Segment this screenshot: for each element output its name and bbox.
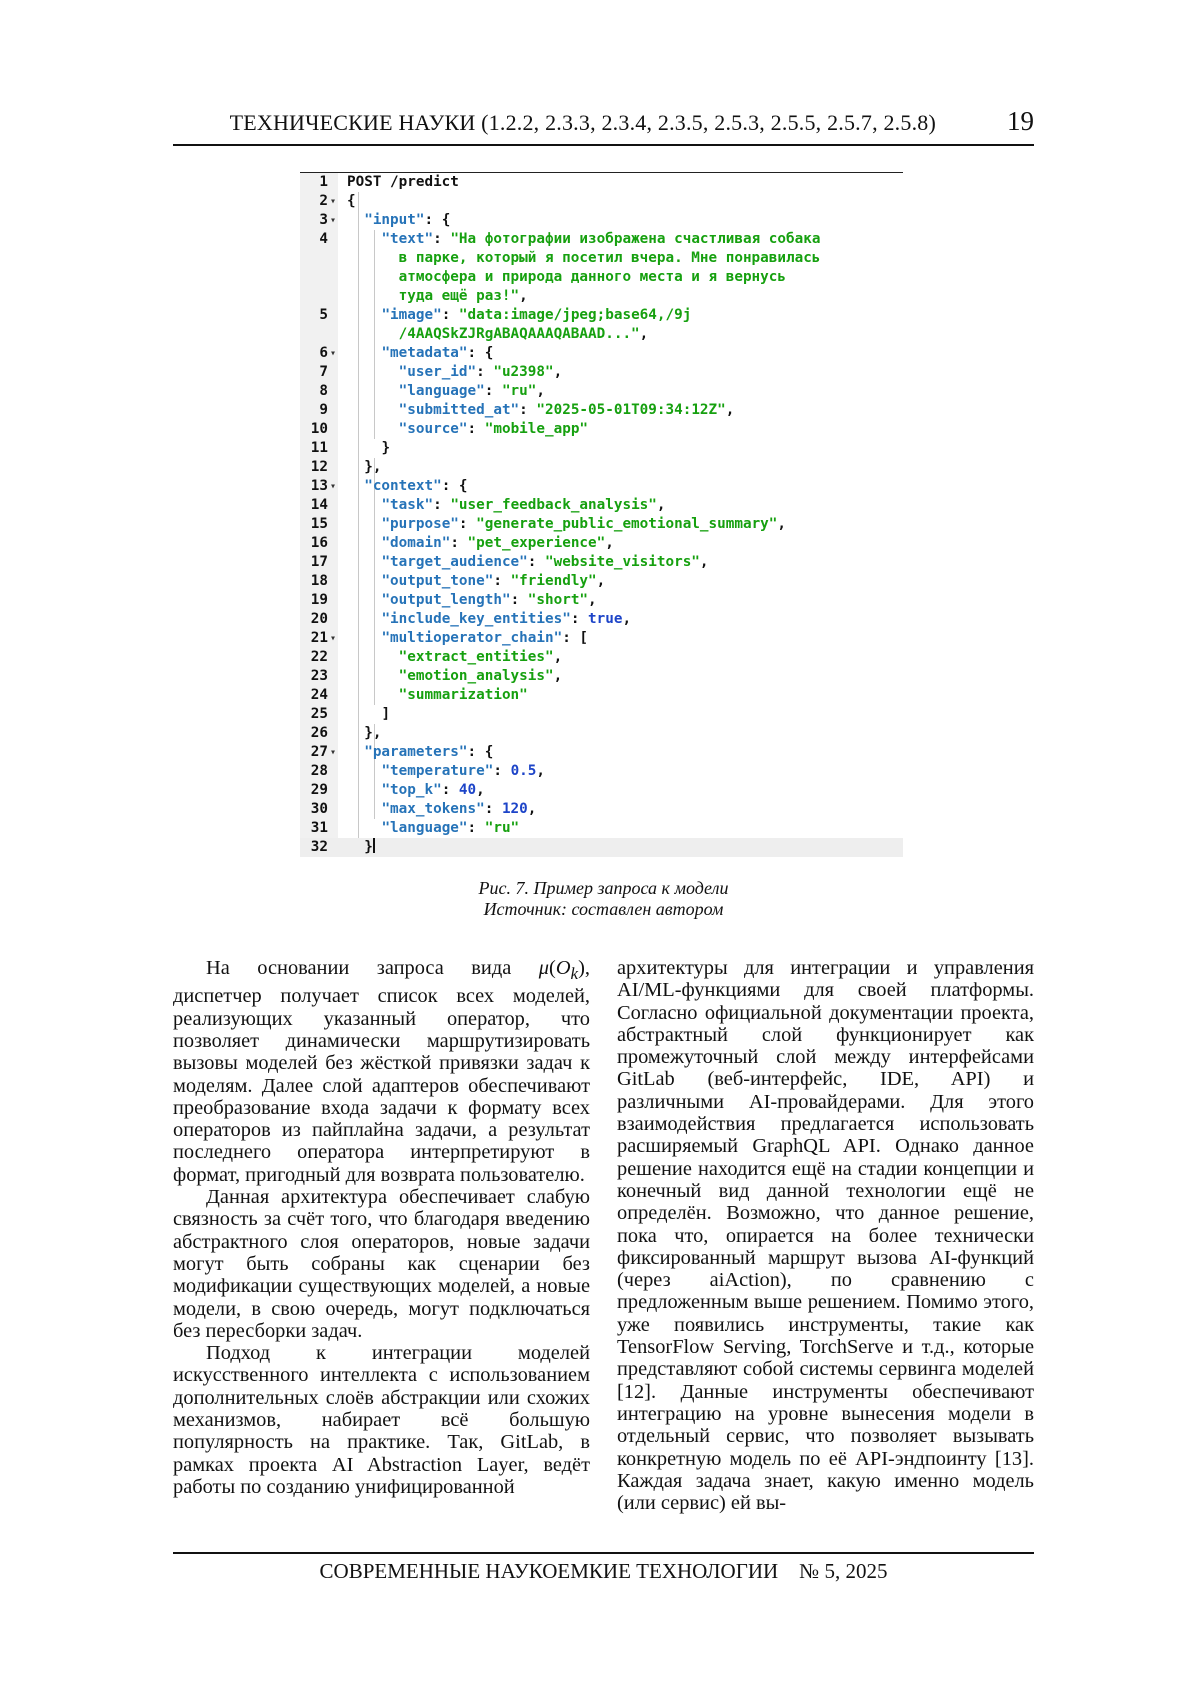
- line-number: 16: [310, 535, 328, 551]
- code-text: [347, 705, 390, 724]
- code-listing: [300, 172, 903, 855]
- code-text: [347, 838, 375, 857]
- code-text: [347, 477, 468, 496]
- line-number: 11: [310, 440, 328, 456]
- code-token: "pet_experience": [467, 535, 606, 551]
- code-token: : {: [424, 212, 451, 228]
- code-token: "generate_public_emotional_summary": [476, 516, 778, 532]
- code-token: туда ещё раз!": [347, 288, 520, 304]
- code-token: "На фотографии изображена счастливая собака: [450, 231, 821, 247]
- code-text: [347, 781, 485, 800]
- code-token: :: [458, 516, 477, 532]
- code-token: [347, 839, 364, 855]
- figure-caption: [173, 878, 1034, 920]
- code-text: [347, 401, 734, 420]
- line-number: 5: [319, 307, 328, 323]
- code-text: [347, 553, 709, 572]
- code-token: "submitted_at": [398, 402, 520, 418]
- code-token: "data:image/jpeg;base64,/9j: [458, 307, 692, 323]
- code-token: ,: [605, 535, 614, 551]
- code-token: "user_feedback_analysis": [450, 497, 657, 513]
- code-token: ,: [639, 326, 649, 342]
- code-token: "friendly": [510, 573, 597, 589]
- code-token: "target_audience": [381, 554, 528, 570]
- code-token: ,: [536, 383, 545, 399]
- line-number: 20: [310, 611, 328, 627]
- code-token: [347, 554, 381, 570]
- code-token: "short": [527, 592, 589, 608]
- code-token: "source": [398, 421, 468, 437]
- page-number: 19: [1007, 106, 1034, 136]
- page-footer: [173, 1552, 1034, 1590]
- code-line: [300, 648, 903, 667]
- code-token: "language": [398, 383, 485, 399]
- code-line: [300, 534, 903, 553]
- code-line: [300, 211, 903, 230]
- code-text: [347, 800, 536, 819]
- code-token: :: [484, 801, 502, 817]
- line-number: 28: [310, 763, 328, 779]
- code-line: [300, 268, 903, 287]
- code-token: ,: [588, 592, 597, 608]
- code-line: [300, 705, 903, 724]
- code-token: [347, 383, 399, 399]
- code-token: [347, 497, 381, 513]
- code-token: "output_length": [381, 592, 511, 608]
- line-number: 17: [310, 554, 328, 570]
- fold-toggle-icon[interactable]: ▾: [330, 747, 337, 758]
- code-token: [347, 649, 399, 665]
- journal-name: СОВРЕМЕННЫЕ НАУКОЕМКИЕ ТЕХНОЛОГИИ: [319, 1559, 779, 1583]
- formula-o: O: [555, 957, 571, 979]
- code-token: /4AAQSkZJRgABAQAAAQABAAD...": [347, 326, 640, 342]
- code-text: [347, 173, 459, 192]
- code-text: [347, 610, 631, 629]
- code-text: [347, 534, 614, 553]
- journal-issue: № 5, 2025: [799, 1559, 888, 1583]
- code-token: "emotion_analysis": [398, 668, 554, 684]
- code-token: [347, 440, 381, 456]
- code-line: [300, 686, 903, 705]
- code-text: [347, 287, 528, 306]
- paragraph: архитектуры для интеграции и управления AI/ML-функциями для своей платформы. Согласно официальной документации проекта, абстрактный слой функционирует как промежуточный слой между интерфейсами GitLab (веб-интерфейс, IDE, API) и различными AI-провайдерами. Для этого взаимодействия предлагается использовать расширяемый GraphQL API. Однако данное решение находится ещё на стадии концепции и конечный вид данной технологии ещё не определён. Возможно, что данное решение, пока что, опирается на более технически фиксированный маршрут вызова AI-функций (через aiAction), по сравнению с предложенным выше решением. Помимо этого, уже появились инструменты, такие как TensorFlow Serving, TorchServe и т.д., которые представляют собой системы сервинга моделей [12]. Данные инструменты обеспечивают интеграцию на уровне вынесения модели в отдельный сервис, что позволяет вызывать конкретную модель по её API-эндпоинту [13]. Каждая задача знает, какую именно модель (или сервис) ей вы-: [617, 957, 1034, 1515]
- code-text: [347, 819, 519, 838]
- paragraph: Данная архитектура обеспечивает слабую связность за счёт того, что благодаря введению абстрактного слоя операторов, новые задачи могут быть собраны как сценарии без модификации существующих моделей, а новые модели, в свою очередь, могут подключаться без пересборки задач.: [173, 1186, 590, 1342]
- code-line: [300, 572, 903, 591]
- fold-toggle-icon[interactable]: ▾: [330, 481, 337, 492]
- code-token: :: [441, 307, 459, 323]
- code-token: ,: [699, 554, 709, 570]
- line-number: 25: [310, 706, 328, 722]
- code-token: [347, 212, 364, 228]
- code-text: [347, 439, 390, 458]
- code-token: ,: [553, 649, 563, 665]
- code-text: [347, 363, 562, 382]
- code-token: POST /predict: [347, 174, 459, 190]
- code-token: ]: [381, 706, 391, 722]
- code-token: "ru": [501, 383, 537, 399]
- code-token: : [: [562, 630, 589, 646]
- code-line: [300, 458, 903, 477]
- code-token: {: [347, 193, 356, 209]
- code-line: [300, 781, 903, 800]
- code-text: [347, 420, 588, 439]
- line-number: 2: [319, 193, 328, 209]
- code-line: [300, 382, 903, 401]
- line-number: 31: [310, 820, 328, 836]
- code-token: [347, 231, 381, 247]
- code-text: [347, 230, 820, 249]
- code-token: :: [433, 497, 451, 513]
- line-number: 30: [310, 801, 328, 817]
- code-token: [347, 763, 381, 779]
- code-line: [300, 363, 903, 382]
- code-token: "2025-05-01T09:34:12Z": [536, 402, 726, 418]
- formula-open-paren: (: [549, 957, 556, 979]
- code-token: :: [433, 231, 451, 247]
- code-text: [347, 667, 562, 686]
- code-token: [347, 573, 381, 589]
- running-head-title: ТЕХНИЧЕСКИЕ НАУКИ (1.2.2, 2.3.3, 2.3.4, 2.3.5, 2.5.3, 2.5.5, 2.5.7, 2.5.8): [229, 110, 936, 135]
- paragraph: [173, 957, 590, 1186]
- line-number: 12: [310, 459, 328, 475]
- code-token: [347, 630, 381, 646]
- line-number: 10: [310, 421, 328, 437]
- code-token: "domain": [381, 535, 451, 551]
- code-token: "website_visitors": [544, 554, 700, 570]
- code-line: [300, 610, 903, 629]
- code-text: [347, 325, 648, 344]
- code-token: "language": [381, 820, 468, 836]
- code-token: "ru": [484, 820, 520, 836]
- fold-toggle-icon[interactable]: ▾: [330, 633, 337, 644]
- code-token: "output_tone": [381, 573, 494, 589]
- code-line: [300, 439, 903, 458]
- code-text: [347, 686, 528, 705]
- code-line: [300, 173, 903, 192]
- code-text: [347, 762, 545, 781]
- code-token: true: [588, 611, 623, 627]
- fold-toggle-icon[interactable]: ▾: [330, 196, 337, 207]
- code-token: [347, 535, 381, 551]
- code-token: "mobile_app": [484, 421, 589, 437]
- code-token: [347, 459, 364, 475]
- code-token: [347, 668, 399, 684]
- code-token: :: [493, 573, 511, 589]
- code-token: [347, 592, 381, 608]
- line-number: 29: [310, 782, 328, 798]
- code-token: [347, 478, 364, 494]
- code-token: 0.5: [510, 763, 537, 779]
- code-text: [347, 211, 450, 230]
- code-text: [347, 591, 597, 610]
- running-head: [173, 106, 1034, 146]
- line-number: 24: [310, 687, 328, 703]
- code-token: :: [467, 820, 485, 836]
- formula-close-paren: ): [578, 957, 585, 979]
- code-line: [300, 724, 903, 743]
- code-text: [347, 515, 786, 534]
- text-column-right: [617, 957, 1034, 1514]
- code-token: "u2398": [493, 364, 554, 380]
- code-token: }: [364, 839, 373, 855]
- code-line: [300, 515, 903, 534]
- code-token: :: [527, 554, 545, 570]
- code-token: : {: [467, 345, 494, 361]
- line-number: 7: [319, 364, 328, 380]
- code-token: [347, 801, 381, 817]
- code-token: :: [484, 383, 502, 399]
- line-number: 4: [319, 231, 328, 247]
- line-number: 13: [310, 478, 328, 494]
- code-text: [347, 724, 381, 743]
- paragraph-text: На основании запроса вида: [206, 957, 539, 979]
- code-token: ,: [656, 497, 666, 513]
- code-line: [300, 401, 903, 420]
- code-token: :: [476, 364, 494, 380]
- code-token: "temperature": [381, 763, 494, 779]
- code-token: :: [570, 611, 589, 627]
- code-token: ,: [596, 573, 606, 589]
- fold-toggle-icon[interactable]: ▾: [330, 348, 337, 359]
- code-token: :: [467, 421, 485, 437]
- code-text: [347, 249, 820, 268]
- code-token: : {: [441, 478, 468, 494]
- code-token: [347, 307, 381, 323]
- code-line: [300, 800, 903, 819]
- line-number: 32: [310, 839, 328, 855]
- code-line: [300, 838, 903, 857]
- code-text: [347, 306, 691, 325]
- line-number: 23: [310, 668, 328, 684]
- code-token: [347, 744, 364, 760]
- code-line: [300, 496, 903, 515]
- code-line: [300, 743, 903, 762]
- code-token: : {: [467, 744, 494, 760]
- formula-subscript-k: k: [570, 964, 579, 984]
- code-text: [347, 268, 786, 287]
- code-token: "task": [381, 497, 434, 513]
- line-number: 15: [310, 516, 328, 532]
- code-token: :: [450, 535, 468, 551]
- code-token: :: [441, 782, 459, 798]
- code-token: [347, 421, 399, 437]
- code-text: [347, 344, 493, 363]
- code-token: ,: [622, 611, 632, 627]
- code-text: [347, 743, 493, 762]
- line-number: 21: [310, 630, 328, 646]
- code-token: ,: [519, 288, 528, 304]
- code-line: [300, 306, 903, 325]
- line-number: 6: [319, 345, 328, 361]
- code-line: [300, 591, 903, 610]
- formula-mu: μ: [538, 957, 550, 979]
- code-token: [347, 364, 399, 380]
- line-number: 18: [310, 573, 328, 589]
- code-token: "max_tokens": [381, 801, 485, 817]
- code-line: [300, 553, 903, 572]
- code-token: ,: [536, 763, 545, 779]
- code-token: ,: [553, 364, 563, 380]
- code-token: ,: [527, 801, 537, 817]
- code-token: ,: [553, 668, 563, 684]
- code-text: [347, 192, 356, 211]
- code-token: [347, 402, 399, 418]
- code-token: :: [493, 763, 511, 779]
- text-cursor: [373, 838, 375, 853]
- code-token: [347, 687, 399, 703]
- caption-title: Рис. 7. Пример запроса к модели: [478, 878, 729, 898]
- code-line: [300, 629, 903, 648]
- code-token: },: [364, 725, 382, 741]
- code-token: [347, 345, 381, 361]
- line-number: 1: [319, 174, 328, 190]
- code-token: 120: [501, 801, 528, 817]
- line-number: 22: [310, 649, 328, 665]
- code-token: [347, 725, 364, 741]
- paragraph-text: , диспетчер получает список всех моделей, реализующих указанный оператор, что позволяет динамически маршрутизировать вызовы моделей без жёсткой привязки задач к моделям. Далее слой адаптеров обеспечивают преобразование входа задачи к формату всех операторов из пайплайна задачи, а результат последнего оператора интерпретируют в формат, пригодный для возврата пользователю.: [173, 957, 590, 1186]
- code-token: [347, 611, 381, 627]
- code-token: "include_key_entities": [381, 611, 571, 627]
- code-line: [300, 667, 903, 686]
- code-line: [300, 249, 903, 268]
- code-token: "parameters": [364, 744, 468, 760]
- code-token: "extract_entities": [398, 649, 554, 665]
- line-number: 19: [310, 592, 328, 608]
- code-token: },: [364, 459, 382, 475]
- code-token: [347, 516, 381, 532]
- fold-toggle-icon[interactable]: ▾: [330, 215, 337, 226]
- code-line: [300, 819, 903, 838]
- code-line: [300, 287, 903, 306]
- paragraph: Подход к интеграции моделей искусственного интеллекта с использованием дополнительных слоёв абстракции или схожих механизмов, набирает всё большую популярность на практике. Так, GitLab, в рамках проекта AI Abstraction Layer, ведёт работы по созданию унифицированной: [173, 1342, 590, 1498]
- code-token: "multioperator_chain": [381, 630, 563, 646]
- code-line: [300, 420, 903, 439]
- line-number: 3: [319, 212, 328, 228]
- code-token: :: [510, 592, 528, 608]
- code-token: "image": [381, 307, 442, 323]
- text-column-left: [173, 957, 590, 1498]
- code-line: [300, 762, 903, 781]
- code-text: [347, 572, 605, 591]
- code-line: [300, 477, 903, 496]
- code-token: ,: [476, 782, 485, 798]
- code-token: "top_k": [381, 782, 442, 798]
- code-text: [347, 648, 562, 667]
- code-token: атмосфера и природа данного места и я вернусь: [347, 269, 786, 285]
- code-line: [300, 325, 903, 344]
- code-token: "text": [381, 231, 434, 247]
- line-number: 26: [310, 725, 328, 741]
- code-token: "summarization": [398, 687, 528, 703]
- line-number: 9: [319, 402, 328, 418]
- code-token: :: [519, 402, 537, 418]
- code-token: "purpose": [381, 516, 459, 532]
- code-text: [347, 382, 545, 401]
- line-number: 27: [310, 744, 328, 760]
- code-text: [347, 629, 588, 648]
- code-line: [300, 344, 903, 363]
- code-token: [347, 782, 381, 798]
- code-token: "user_id": [398, 364, 477, 380]
- code-token: [347, 706, 381, 722]
- code-line: [300, 192, 903, 211]
- code-token: "input": [364, 212, 425, 228]
- code-token: "metadata": [381, 345, 468, 361]
- code-token: [347, 820, 381, 836]
- code-text: [347, 458, 381, 477]
- code-line: [300, 230, 903, 249]
- code-token: в парке, который я посетил вчера. Мне понравилась: [347, 250, 821, 266]
- code-token: }: [381, 440, 391, 456]
- line-number: 14: [310, 497, 328, 513]
- code-token: ,: [725, 402, 735, 418]
- code-token: ,: [777, 516, 786, 532]
- caption-source: Источник: составлен автором: [483, 899, 724, 919]
- line-number: 8: [319, 383, 328, 399]
- code-token: "context": [364, 478, 442, 494]
- code-token: 40: [458, 782, 477, 798]
- code-text: [347, 496, 666, 515]
